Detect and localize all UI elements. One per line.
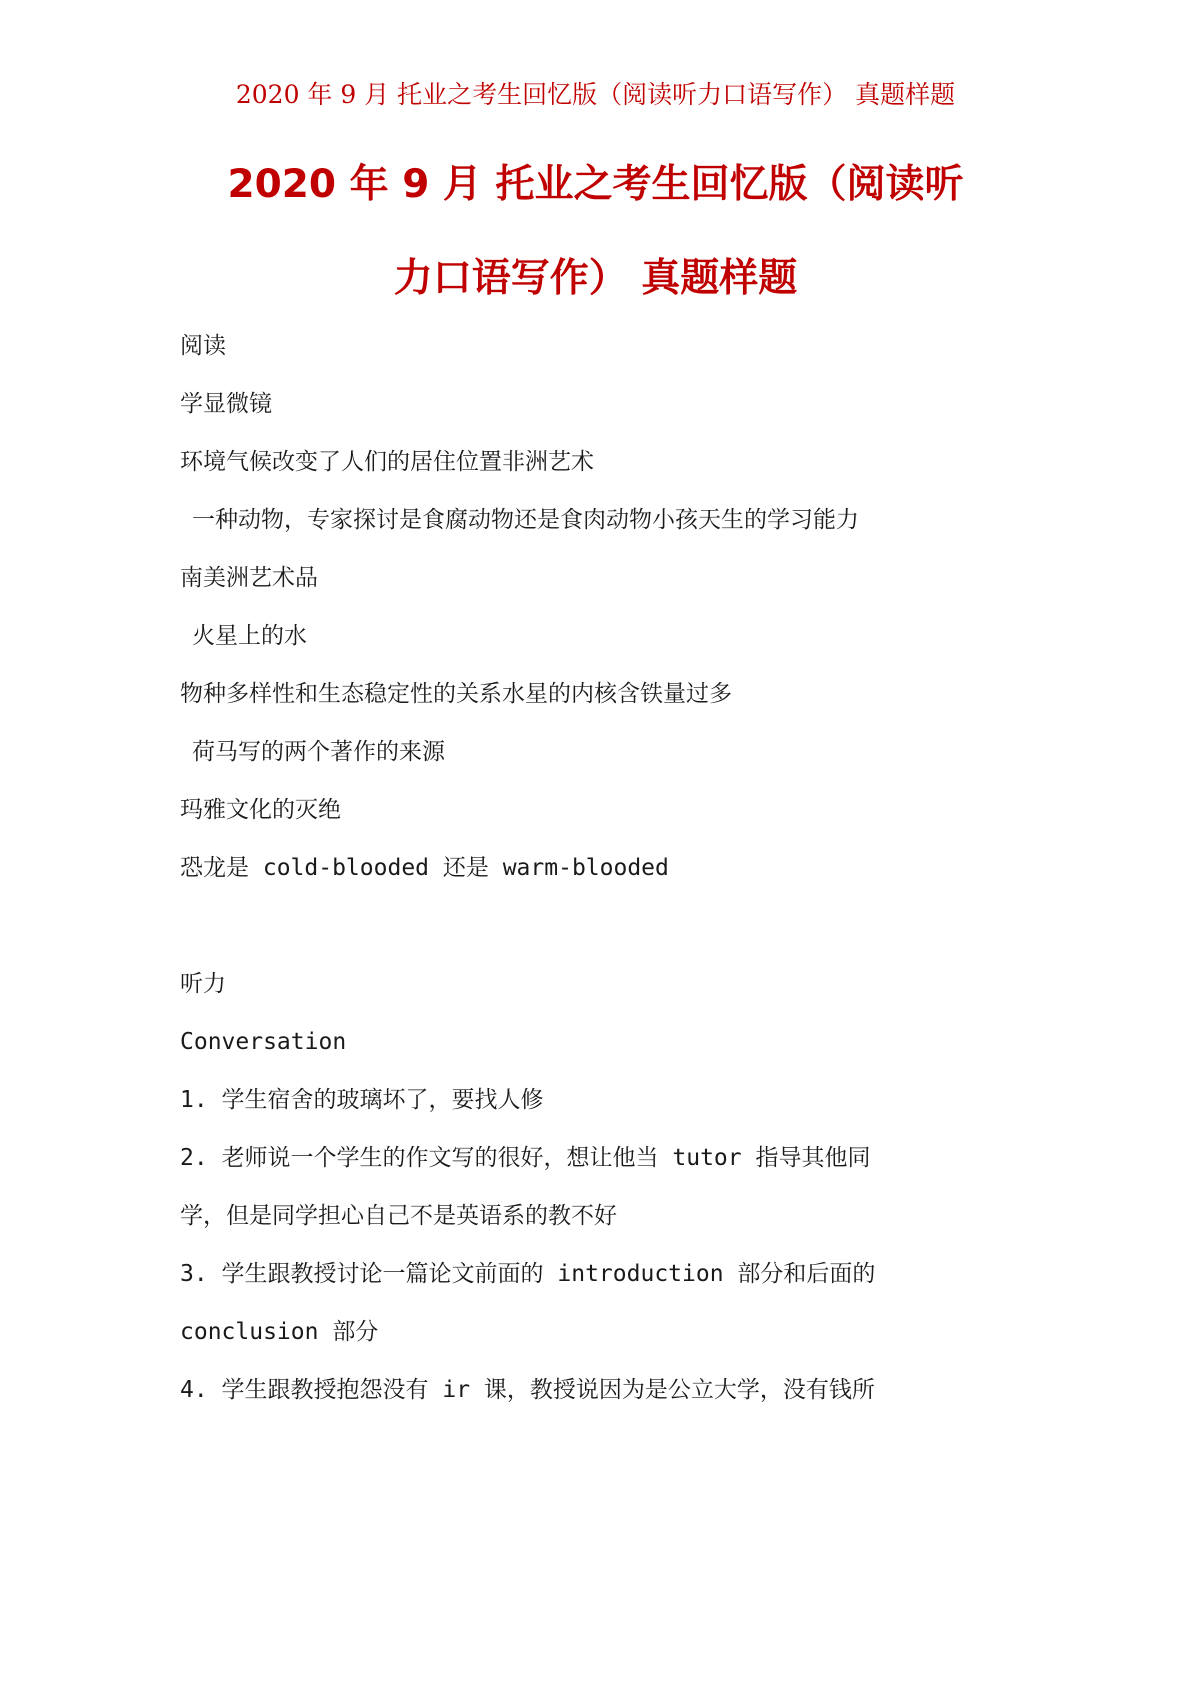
- page-title: [150, 138, 1041, 326]
- reading-item: 物种多样性和生态稳定性的关系水星的内核含铁量过多: [180, 681, 732, 707]
- section-heading-listening: 听力: [180, 971, 226, 997]
- listening-item: 1. 学生宿舍的玻璃坏了，要找人修: [180, 1087, 544, 1113]
- reading-item: 玛雅文化的灭绝: [180, 797, 341, 823]
- page-title-line-2: 力口语写作） 真题样题: [393, 256, 798, 301]
- listening-item: conclusion 部分: [180, 1319, 379, 1345]
- listening-item: 2. 老师说一个学生的作文写的很好，想让他当 tutor 指导其他同: [180, 1145, 871, 1171]
- page-title-line-1: 2020 年 9 月 托业之考生回忆版（阅读听: [227, 162, 964, 207]
- listening-item: 4. 学生跟教授抱怨没有 ir 课，教授说因为是公立大学，没有钱所: [180, 1377, 875, 1403]
- reading-item: 火星上的水: [192, 623, 307, 649]
- section-heading-reading: 阅读: [180, 333, 226, 359]
- listening-item: 3. 学生跟教授讨论一篇论文前面的 introduction 部分和后面的: [180, 1261, 876, 1287]
- reading-item: 恐龙是 cold-blooded 还是 warm-blooded: [180, 855, 669, 881]
- reading-item: 南美洲艺术品: [180, 565, 318, 591]
- listening-subheading: Conversation: [180, 1029, 347, 1055]
- reading-item: 荷马写的两个著作的来源: [192, 739, 445, 765]
- listening-item: 学，但是同学担心自己不是英语系的教不好: [180, 1203, 617, 1229]
- reading-item: 一种动物，专家探讨是食腐动物还是食肉动物小孩天生的学习能力: [192, 507, 859, 533]
- reading-item: 学显微镜: [180, 391, 272, 417]
- reading-item: 环境气候改变了人们的居住位置非洲艺术: [180, 449, 594, 475]
- running-header: 2020 年 9 月 托业之考生回忆版（阅读听力口语写作） 真题样题: [235, 80, 956, 109]
